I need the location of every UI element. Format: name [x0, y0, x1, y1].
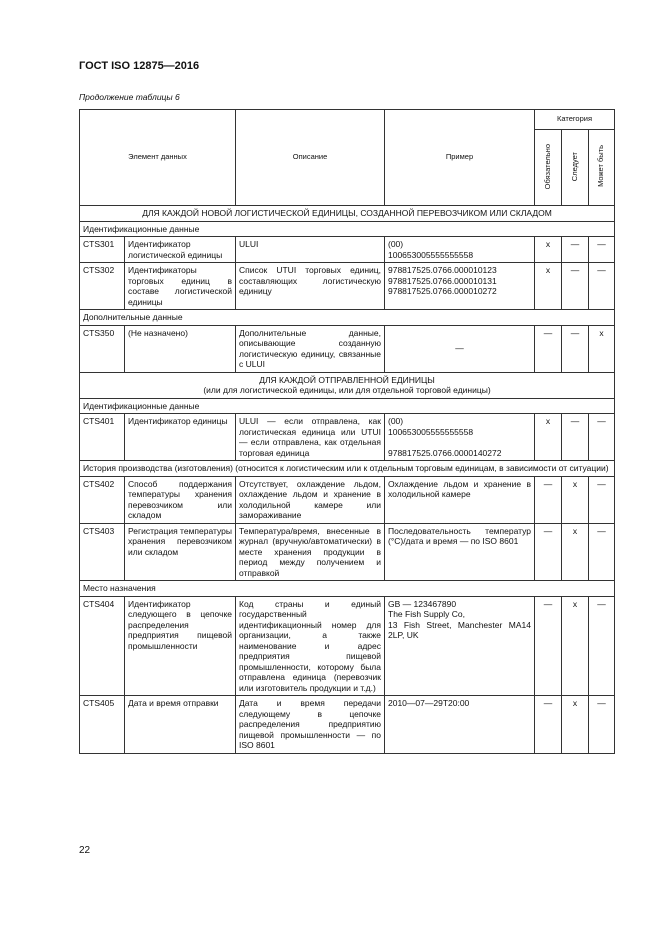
table-row	[80, 325, 615, 372]
section-title: ДЛЯ КАЖДОЙ ОТПРАВЛЕННОЙ ЕДИНИЦЫ (или для логистической единицы, или для отдельной торговой единицы)	[80, 372, 615, 398]
table-row	[80, 476, 615, 523]
row-code: CTS405	[80, 696, 125, 754]
row-may: x	[589, 325, 615, 372]
row-mandatory: —	[535, 596, 562, 696]
row-should: —	[562, 237, 589, 263]
row-code: CTS403	[80, 523, 125, 581]
row-example: (00) 100653005555555558 978817525.0766.0000140272	[385, 414, 535, 461]
row-description: Код страны и единый государственный идентификационный номер для организации, а также наименование и адрес предприятия пищевой промышленности, которому была отправлена единица (перевозчик или изготовитель продукции и т.д.)	[236, 596, 385, 696]
row-may: —	[589, 414, 615, 461]
header-description: Описание	[236, 110, 385, 206]
table-row	[80, 596, 615, 696]
row-description: ULUI	[236, 237, 385, 263]
section-subtitle: (или для логистической единицы, или для отдельной торговой единицы)	[203, 385, 491, 395]
data-table	[79, 109, 615, 754]
group-title: Идентификационные данные	[80, 221, 615, 237]
row-may: —	[589, 523, 615, 581]
row-code: CTS402	[80, 476, 125, 523]
row-may: —	[589, 696, 615, 754]
header-element: Элемент данных	[80, 110, 236, 206]
row-should: x	[562, 696, 589, 754]
row-mandatory: x	[535, 263, 562, 310]
row-mandatory: —	[535, 696, 562, 754]
row-description: Отсутствует, охлаждение льдом, охлаждение льдом и хранение в холодильной камере или замораживание	[236, 476, 385, 523]
row-may: —	[589, 476, 615, 523]
row-example: Охлаждение льдом и хранение в холодильной камере	[385, 476, 535, 523]
row-example: 2010—07—29T20:00	[385, 696, 535, 754]
row-element: Идентификаторы торговых единиц в составе логистической единицы	[125, 263, 236, 310]
row-may: —	[589, 237, 615, 263]
row-mandatory: —	[535, 325, 562, 372]
row-should: —	[562, 263, 589, 310]
header-category: Категория	[535, 110, 615, 130]
row-should: —	[562, 414, 589, 461]
row-should: —	[562, 325, 589, 372]
group-title: Место назначения	[80, 581, 615, 597]
row-code: CTS301	[80, 237, 125, 263]
table-row	[80, 414, 615, 461]
row-may: —	[589, 596, 615, 696]
row-example: 978817525.0766.000010123 978817525.0766.000010131 978817525.0766.000010272	[385, 263, 535, 310]
header-should: Следует	[562, 130, 589, 206]
row-example: GB — 123467890 The Fish Supply Co, 13 Fish Street, Manchester MA14 2LP, UK	[385, 596, 535, 696]
standard-title: ГОСТ ISO 12875—2016	[79, 60, 200, 72]
table-row	[80, 523, 615, 581]
row-description: Температура/время, внесенные в журнал (вручную/автоматически) в месте хранения продукции в период между получением и отправкой	[236, 523, 385, 581]
row-should: x	[562, 476, 589, 523]
row-example: —	[385, 325, 535, 372]
table-row	[80, 237, 615, 263]
row-element: Идентификатор следующего в цепочке распределения предприятия пищевой промышленности	[125, 596, 236, 696]
row-element: Регистрация температуры хранения перевозчиком или складом	[125, 523, 236, 581]
row-example: Последовательность температур (°С)/дата и время — по ISO 8601	[385, 523, 535, 581]
row-description: ULUI — если отправлена, как логистическая единица или UTUI — если отправлена, как отдельная торговая единица	[236, 414, 385, 461]
row-element: Идентификатор логистической единицы	[125, 237, 236, 263]
row-code: CTS404	[80, 596, 125, 696]
row-description: Дата и время передачи следующему в цепочке распределения предприятию пищевой промышленности — по ISO 8601	[236, 696, 385, 754]
row-code: CTS302	[80, 263, 125, 310]
row-should: x	[562, 523, 589, 581]
row-example: (00) 100653005555555558	[385, 237, 535, 263]
row-mandatory: —	[535, 476, 562, 523]
header-may: Может быть	[589, 130, 615, 206]
page-number: 22	[79, 845, 91, 856]
group-title: Идентификационные данные	[80, 398, 615, 414]
section-title: ДЛЯ КАЖДОЙ НОВОЙ ЛОГИСТИЧЕСКОЙ ЕДИНИЦЫ, СОЗДАННОЙ ПЕРЕВОЗЧИКОМ ИЛИ СКЛАДОМ	[80, 206, 615, 222]
row-element: Дата и время отправки	[125, 696, 236, 754]
group-title: Дополнительные данные	[80, 310, 615, 326]
row-mandatory: x	[535, 414, 562, 461]
header-mandatory: Обязательно	[535, 130, 562, 206]
table-row	[80, 696, 615, 754]
row-element: Идентификатор единицы	[125, 414, 236, 461]
row-code: CTS401	[80, 414, 125, 461]
row-should: x	[562, 596, 589, 696]
row-element: (Не назначено)	[125, 325, 236, 372]
header-example: Пример	[385, 110, 535, 206]
row-description: Дополнительные данные, описывающие созданную логистическую единицу, связанные с ULUI	[236, 325, 385, 372]
row-description: Список UTUI торговых единиц, составляющих логистическую единицу	[236, 263, 385, 310]
group-title: История производства (изготовления) (относится к логистическим или к отдельным торговым единицам, в зависимости от ситуации)	[80, 461, 615, 477]
row-mandatory: x	[535, 237, 562, 263]
table-continuation-label: Продолжение таблицы 6	[79, 92, 180, 102]
row-code: CTS350	[80, 325, 125, 372]
row-mandatory: —	[535, 523, 562, 581]
row-element: Способ поддержания температуры хранения перевозчиком или складом	[125, 476, 236, 523]
row-may: —	[589, 263, 615, 310]
table-row	[80, 263, 615, 310]
